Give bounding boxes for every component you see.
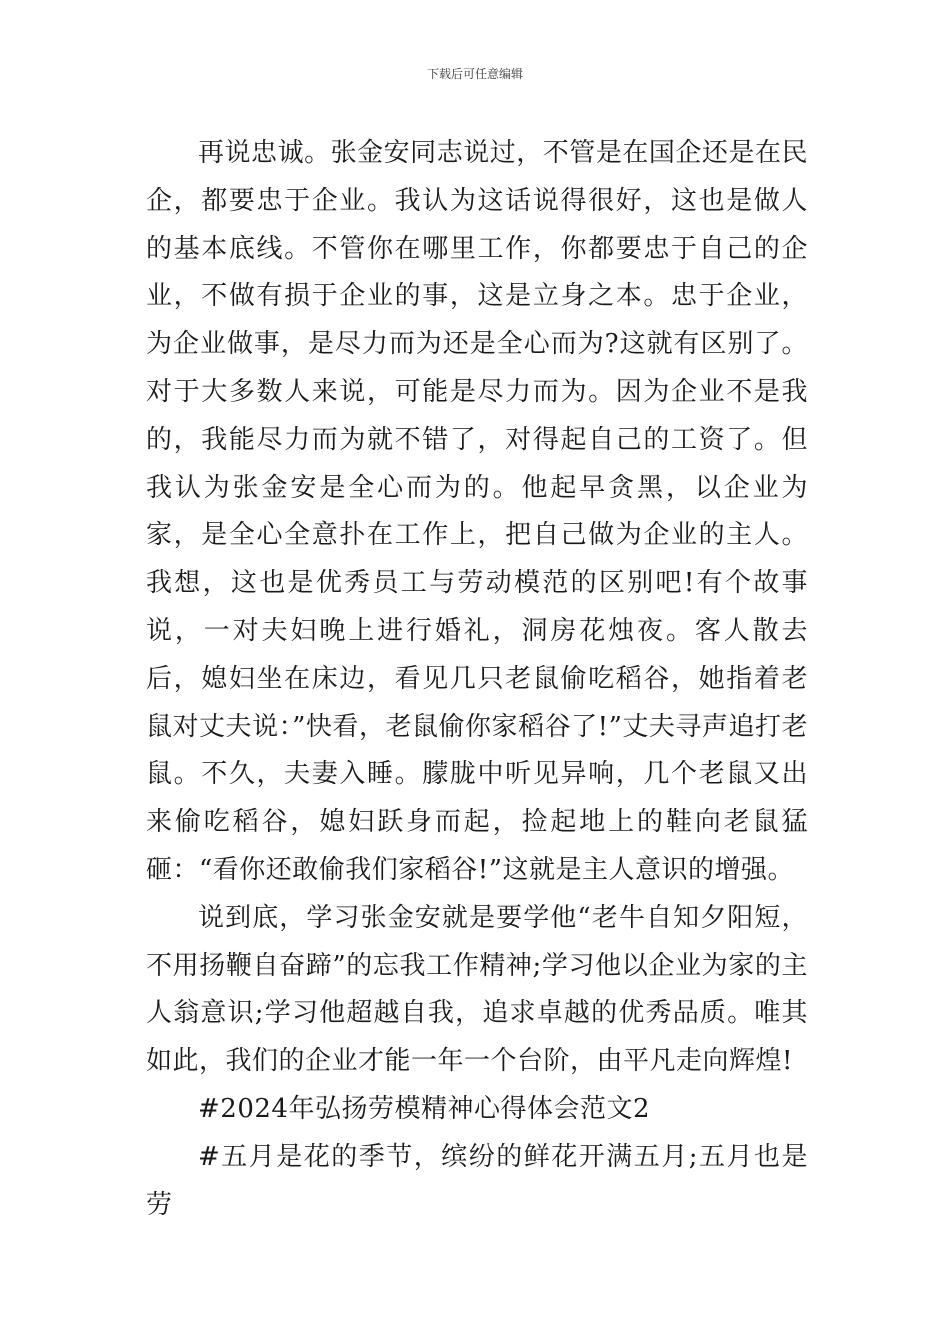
document-body <box>146 130 808 1229</box>
section-title: #2024年弘扬劳模精神心得体会范文2 <box>198 1093 650 1124</box>
paragraph-loyalty: 再说忠诚。张金安同志说过，不管是在国企还是在民企，都要忠于企业。我认为这话说得很好，这也是做人的基本底线。不管你在哪里工作，你都要忠于自己的企业，不做有损于企业的事，这是立身之本。忠于企业，为企业做事，是尽力而为还是全心而为?这就有区别了。对于大多数人来说，可能是尽力而为。因为企业不是我的，我能尽力而为就不错了，对得起自己的工资了。但我认为张金安是全心而为的。他起早贪黑，以企业为家，是全心全意扑在工作上，把自己做为企业的主人。我想，这也是优秀员工与劳动模范的区别吧!有个故事说，一对夫妇晚上进行婚礼，洞房花烛夜。客人散去后，媳妇坐在床边，看见几只老鼠偷吃稻谷，她指着老鼠对丈夫说：”快看，老鼠偷你家稻谷了!”丈夫寻声追打老鼠。不久，夫妻入睡。朦胧中听见异响，几个老鼠又出来偷吃稻谷，媳妇跃身而起，捡起地上的鞋向老鼠猛砸：“看你还敢偷我们家稻谷!”这就是主人意识的增强。 <box>146 138 808 885</box>
page-header-note: 下载后可任意编辑 <box>426 67 523 81</box>
paragraph-may: #五月是花的季节，缤纷的鲜花开满五月;五月也是劳 <box>146 1141 808 1220</box>
paragraph-conclusion: 说到底，学习张金安就是要学他“老牛自知夕阳短，不用扬鞭自奋蹄”的忘我工作精神;学习他以企业为家的主人翁意识;学习他超越自我，追求卓越的优秀品质。唯其如此，我们的企业才能一年一个台阶，由平凡走向辉煌! <box>146 902 808 1077</box>
